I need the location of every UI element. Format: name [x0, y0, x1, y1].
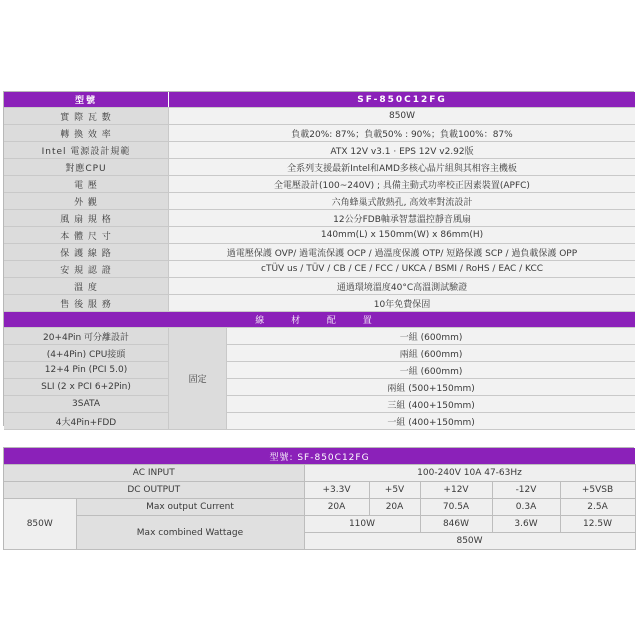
- cable-label: 12+4 Pin (PCI 5.0): [4, 362, 169, 379]
- cable-row: [4, 396, 635, 413]
- cable-value: 兩組 (600mm): [227, 345, 635, 362]
- cable-type: 固定: [169, 328, 227, 430]
- cable-value: 兩組 (500+150mm): [227, 379, 635, 396]
- cable-label: 4大4Pin+FDD: [4, 413, 169, 430]
- spec-row: [4, 125, 635, 142]
- spec-label: 本 體 尺 寸: [4, 227, 169, 244]
- spec-label: 保 護 線 路: [4, 244, 169, 261]
- combined-value-33-5: 110W: [304, 516, 420, 533]
- spec-label: Intel 電源設計規範: [4, 142, 169, 159]
- max-current-row: [4, 499, 635, 516]
- spec-value: 12公分FDB軸承智慧溫控靜音風扇: [169, 210, 635, 227]
- cable-row: [4, 345, 635, 362]
- spec-label: 溫 度: [4, 278, 169, 295]
- ac-input-label: AC INPUT: [4, 465, 304, 482]
- spec-row: [4, 108, 635, 125]
- max-current-value: 0.3A: [492, 499, 560, 516]
- cable-section-header: [4, 312, 635, 328]
- rail-label: +5VSB: [560, 482, 635, 499]
- cable-value: 一組 (400+150mm): [227, 413, 635, 430]
- cable-value: 三組 (400+150mm): [227, 396, 635, 413]
- spec-value: 140mm(L) x 150mm(W) x 86mm(H): [169, 227, 635, 244]
- spec-row: [4, 142, 635, 159]
- spec-label: 轉 換 效 率: [4, 125, 169, 142]
- wattage-label: 850W: [4, 499, 76, 550]
- cable-label: SLI (2 x PCI 6+2Pin): [4, 379, 169, 396]
- dc-output-row: [4, 482, 635, 499]
- spec-value: 負載20%: 87%；負載50% : 90%；負載100%：87%: [169, 125, 635, 142]
- spec-label: 售 後 服 務: [4, 295, 169, 312]
- spec-label: 風 扇 規 格: [4, 210, 169, 227]
- spec-row: [4, 244, 635, 261]
- max-current-value: 70.5A: [420, 499, 492, 516]
- rail-label: +12V: [420, 482, 492, 499]
- spec-row: [4, 295, 635, 312]
- spec-value: cTÜV us / TÜV / CB / CE / FCC / UKCA / BSMI / RoHS / EAC / KCC: [169, 261, 635, 278]
- spec-row: [4, 278, 635, 295]
- spec-table: [3, 91, 634, 426]
- spec-row: [4, 227, 635, 244]
- max-current-label: Max output Current: [76, 499, 304, 516]
- spec-value: 通過環境溫度40°C高溫測試驗證: [169, 278, 635, 295]
- cable-row: [4, 379, 635, 396]
- cable-row: [4, 362, 635, 379]
- spec-label: 對應CPU: [4, 159, 169, 176]
- combined-wattage-row: [4, 516, 635, 533]
- spec-value: 850W: [169, 108, 635, 125]
- rail-label: +3.3V: [304, 482, 369, 499]
- spec-label: 電 壓: [4, 176, 169, 193]
- spec-header-row: [4, 92, 635, 108]
- ac-input-value: 100-240V 10A 47-63Hz: [304, 465, 635, 482]
- cable-row: [4, 328, 635, 345]
- spec-row: [4, 193, 635, 210]
- max-current-value: 2.5A: [560, 499, 635, 516]
- combined-value-m12: 3.6W: [492, 516, 560, 533]
- combined-total: 850W: [304, 533, 635, 550]
- spec-label: 外 觀: [4, 193, 169, 210]
- power-title: 型號: SF-850C12FG: [4, 448, 635, 465]
- spec-row: [4, 210, 635, 227]
- model-label: 型號: [4, 92, 169, 108]
- spec-label: 實 際 瓦 數: [4, 108, 169, 125]
- spec-row: [4, 159, 635, 176]
- model-value: SF-850C12FG: [169, 92, 635, 108]
- max-current-value: 20A: [369, 499, 420, 516]
- dc-output-label: DC OUTPUT: [4, 482, 304, 499]
- max-current-value: 20A: [304, 499, 369, 516]
- rail-label: +5V: [369, 482, 420, 499]
- combined-label: Max combined Wattage: [76, 516, 304, 550]
- cable-label: 20+4Pin 可分離設計: [4, 328, 169, 345]
- spec-value: 過電壓保護 OVP/ 過電流保護 OCP / 過溫度保護 OTP/ 短路保護 SCP / 過負載保護 OPP: [169, 244, 635, 261]
- spec-value: 全系列支援最新Intel和AMD多核心晶片組與其相容主機板: [169, 159, 635, 176]
- power-table: [3, 447, 634, 550]
- cable-row: [4, 413, 635, 430]
- combined-value-12: 846W: [420, 516, 492, 533]
- spec-value: 六角蜂巢式散熱孔, 高效率對流設計: [169, 193, 635, 210]
- combined-value-5vsb: 12.5W: [560, 516, 635, 533]
- cable-label: 3SATA: [4, 396, 169, 413]
- spec-row: [4, 176, 635, 193]
- cable-label: (4+4Pin) CPU接頭: [4, 345, 169, 362]
- spec-value: 10年免費保固: [169, 295, 635, 312]
- cable-value: 一組 (600mm): [227, 328, 635, 345]
- spec-value: 全電壓設計(100~240V) ; 具備主動式功率校正因素裝置(APFC): [169, 176, 635, 193]
- ac-input-row: [4, 465, 635, 482]
- spec-value: ATX 12V v3.1 · EPS 12V v2.92版: [169, 142, 635, 159]
- cable-value: 一組 (600mm): [227, 362, 635, 379]
- spec-label: 安 規 認 證: [4, 261, 169, 278]
- rail-label: -12V: [492, 482, 560, 499]
- cable-section-title: 線 材 配 置: [4, 312, 635, 328]
- spec-row: [4, 261, 635, 278]
- power-header-row: [4, 448, 635, 465]
